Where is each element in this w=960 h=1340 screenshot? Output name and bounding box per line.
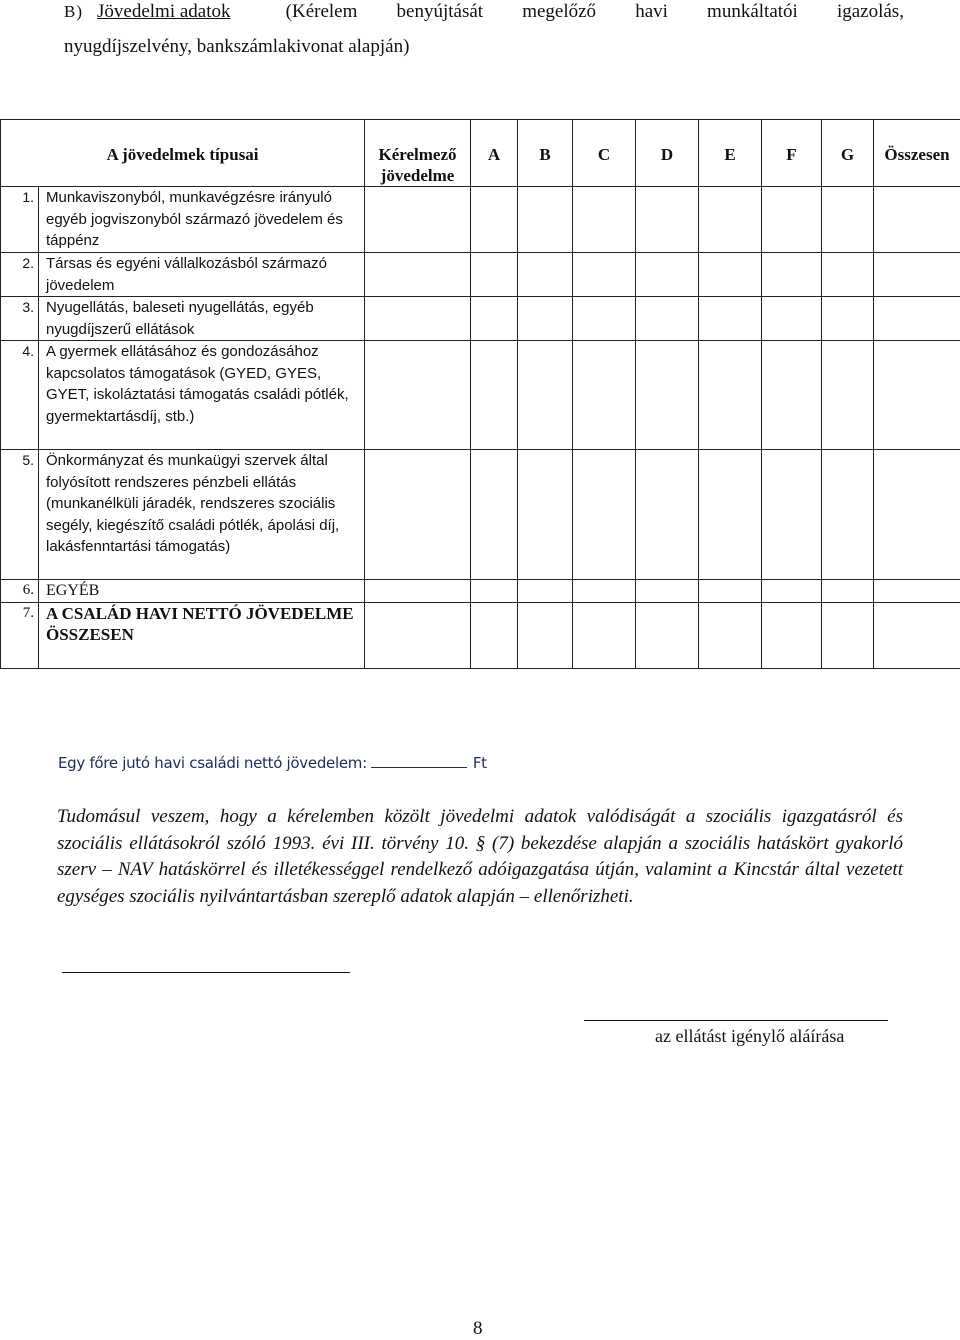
income-cell[interactable] — [822, 253, 874, 297]
table-row-total — [1, 602, 960, 668]
per-capita-income — [58, 754, 487, 772]
total-cell[interactable] — [874, 341, 960, 450]
date-signature-line[interactable] — [62, 972, 350, 973]
header-col-b: B — [518, 120, 573, 187]
income-cell[interactable] — [699, 297, 762, 341]
income-cell[interactable] — [822, 297, 874, 341]
income-cell[interactable] — [762, 580, 822, 603]
table-row — [1, 341, 960, 450]
income-cell[interactable] — [365, 297, 471, 341]
header-col-total: Összesen — [874, 120, 960, 187]
row-number: 3. — [1, 297, 39, 341]
row-number: 4. — [1, 341, 39, 450]
income-table — [0, 119, 960, 669]
applicant-signature-line[interactable] — [584, 1020, 888, 1021]
page-number: 8 — [473, 1318, 483, 1339]
header-income-types — [1, 120, 365, 187]
declaration-text: Tudomásul veszem, hogy a kérelemben közölt jövedelmi adatok valódiságát a szociális igazgatásról és szociális ellátásokról szóló 1993. évi III. törvény 10. § (7) bekezdése alapján a szociális hatáskört gyakorló szerv – NAV hatáskörrel és illetékességgel rendelkező adóigazgatása útján, valamint a Kincstár által vezetett egységes szociális nyilvántartásban szereplő adatok alapján – ellenőrizheti. — [57, 806, 903, 907]
income-cell[interactable] — [518, 341, 573, 450]
heading-word: benyújtását — [396, 1, 484, 22]
income-cell[interactable] — [822, 580, 874, 603]
income-cell[interactable] — [699, 450, 762, 580]
total-cell[interactable] — [874, 297, 960, 341]
row-label: Munkaviszonyból, munkavégzésre irányuló egyéb jogviszonyból származó jövedelem és táppénz — [39, 187, 365, 253]
heading-word: havi — [635, 1, 668, 22]
section-marker: B) — [64, 2, 83, 21]
row-number: 6. — [1, 580, 39, 603]
income-cell[interactable] — [636, 253, 699, 297]
income-cell[interactable] — [573, 450, 636, 580]
heading-line-2: nyugdíjszelvény, bankszámlakivonat alapján) — [64, 36, 410, 57]
per-capita-unit: Ft — [472, 754, 487, 772]
header-col-f: F — [762, 120, 822, 187]
header-applicant-line1: Kérelmező — [378, 145, 457, 164]
income-cell[interactable] — [636, 602, 699, 668]
header-applicant-income — [365, 120, 471, 187]
total-cell[interactable] — [874, 253, 960, 297]
income-cell[interactable] — [471, 187, 518, 253]
income-cell[interactable] — [573, 580, 636, 603]
header-col-g: G — [822, 120, 874, 187]
income-cell[interactable] — [573, 297, 636, 341]
total-cell[interactable] — [874, 602, 960, 668]
income-cell[interactable] — [762, 450, 822, 580]
row-number: 5. — [1, 450, 39, 580]
row-label: A CSALÁD HAVI NETTÓ JÖVEDELME ÖSSZESEN — [39, 602, 365, 668]
income-cell[interactable] — [365, 602, 471, 668]
per-capita-blank-field[interactable] — [371, 755, 467, 768]
income-cell[interactable] — [365, 187, 471, 253]
heading-line-1 — [64, 0, 904, 24]
header-col-a: A — [471, 120, 518, 187]
table-row — [1, 187, 960, 253]
row-number: 1. — [1, 187, 39, 253]
income-cell[interactable] — [365, 341, 471, 450]
income-cell[interactable] — [518, 580, 573, 603]
row-label: Önkormányzat és munkaügyi szervek által folyósított rendszeres pénzbeli ellátás (munkanélküli járadék, rendszeres szociális segély, kiegészítő családi pótlék, ápolási díj, lakásfenntartási támogatás) — [39, 450, 365, 580]
income-cell[interactable] — [822, 341, 874, 450]
income-cell[interactable] — [636, 341, 699, 450]
income-cell[interactable] — [699, 602, 762, 668]
income-cell[interactable] — [699, 341, 762, 450]
header-col-d: D — [636, 120, 699, 187]
income-cell[interactable] — [518, 450, 573, 580]
income-cell[interactable] — [762, 297, 822, 341]
table-row — [1, 450, 960, 580]
income-cell[interactable] — [636, 580, 699, 603]
row-label: EGYÉB — [39, 580, 365, 603]
income-cell[interactable] — [762, 602, 822, 668]
income-cell[interactable] — [762, 341, 822, 450]
header-applicant-line2: jövedelme — [380, 166, 455, 185]
income-cell[interactable] — [636, 187, 699, 253]
income-cell[interactable] — [699, 253, 762, 297]
row-label: A gyermek ellátásához és gondozásához kapcsolatos támogatások (GYED, GYES, GYET, iskoláztatási támogatás családi pótlék, gyermektartásdíj, stb.) — [39, 341, 365, 450]
income-cell[interactable] — [471, 450, 518, 580]
income-cell[interactable] — [636, 297, 699, 341]
income-cell[interactable] — [365, 253, 471, 297]
income-cell[interactable] — [573, 602, 636, 668]
per-capita-label: Egy főre jutó havi családi nettó jövedelem: — [58, 754, 367, 772]
income-cell[interactable] — [471, 580, 518, 603]
income-cell[interactable] — [365, 580, 471, 603]
signature-caption: az ellátást igénylő aláírása — [655, 1026, 845, 1046]
income-cell[interactable] — [699, 187, 762, 253]
header-col-e: E — [699, 120, 762, 187]
income-cell[interactable] — [518, 253, 573, 297]
row-label: Nyugellátás, baleseti nyugellátás, egyéb nyugdíjszerű ellátások — [39, 297, 365, 341]
total-cell[interactable] — [874, 187, 960, 253]
section-title: Jövedelmi adatok — [97, 1, 231, 22]
income-cell[interactable] — [822, 602, 874, 668]
row-number: 7. — [1, 602, 39, 668]
income-cell[interactable] — [518, 297, 573, 341]
income-cell[interactable] — [573, 253, 636, 297]
income-cell[interactable] — [365, 450, 471, 580]
income-cell[interactable] — [518, 602, 573, 668]
row-label: Társas és egyéni vállalkozásból származó jövedelem — [39, 253, 365, 297]
row-number: 2. — [1, 253, 39, 297]
income-cell[interactable] — [518, 187, 573, 253]
heading-word: (Kérelem — [285, 1, 358, 22]
heading-word: igazolás, — [836, 1, 904, 22]
heading-word: munkáltatói — [707, 1, 798, 22]
income-cell[interactable] — [636, 450, 699, 580]
table-row — [1, 297, 960, 341]
income-cell[interactable] — [471, 253, 518, 297]
income-cell[interactable] — [471, 602, 518, 668]
table-row — [1, 253, 960, 297]
income-cell[interactable] — [573, 341, 636, 450]
income-cell[interactable] — [822, 450, 874, 580]
income-cell[interactable] — [822, 187, 874, 253]
section-heading — [64, 0, 904, 57]
income-cell[interactable] — [573, 187, 636, 253]
table-header-row — [1, 120, 960, 187]
total-cell[interactable] — [874, 580, 960, 603]
income-cell[interactable] — [762, 187, 822, 253]
income-cell[interactable] — [699, 580, 762, 603]
table-row — [1, 580, 960, 603]
header-income-types-text: A jövedelmek típusai — [106, 145, 259, 164]
heading-word: megelőző — [522, 1, 597, 22]
income-cell[interactable] — [471, 297, 518, 341]
income-cell[interactable] — [471, 341, 518, 450]
income-cell[interactable] — [762, 253, 822, 297]
total-cell[interactable] — [874, 450, 960, 580]
header-col-c: C — [573, 120, 636, 187]
